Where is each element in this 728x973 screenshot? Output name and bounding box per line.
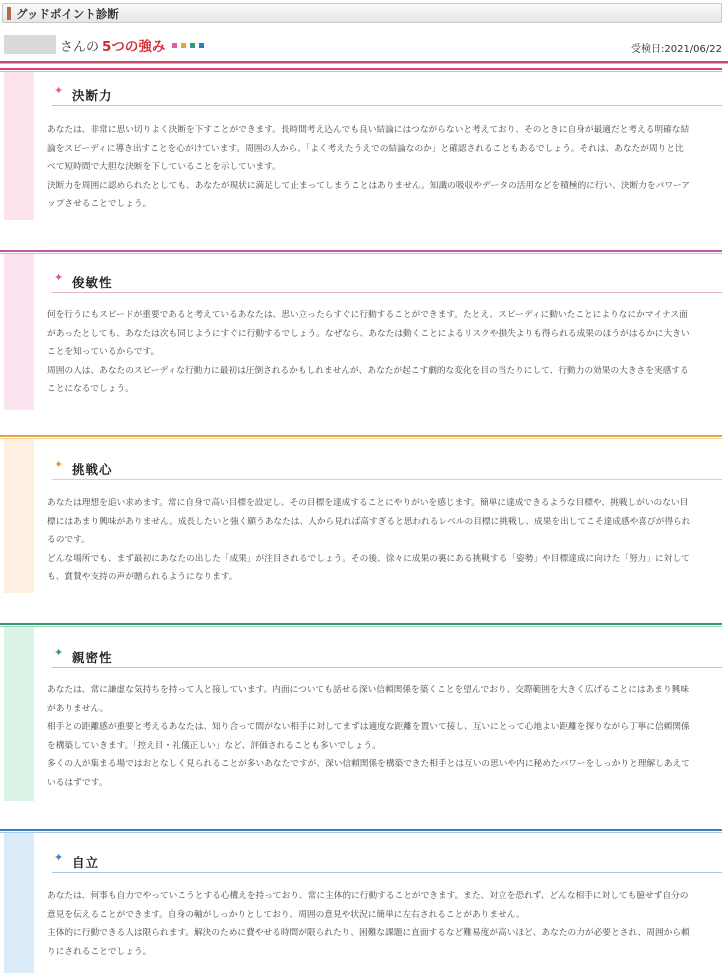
heading-underline xyxy=(52,105,722,106)
heading-underline xyxy=(52,292,722,293)
body-paragraph: 決断力を周囲に認められたとしても、あなたが現状に満足して止まってしまうことはありません。知識の吸収やデータの活用などを積極的に行い、決断力をパワーアップさせることでしょう。 xyxy=(47,180,690,209)
dot-1 xyxy=(172,43,177,48)
sparkle-icon: ✦ xyxy=(54,646,64,659)
page-header-bar xyxy=(2,3,722,23)
section-heading xyxy=(52,852,722,874)
section-title: 決断力 xyxy=(72,88,113,103)
sparkle-icon: ✦ xyxy=(54,84,64,97)
strength-section-decisiveness xyxy=(0,68,728,220)
dot-2 xyxy=(181,43,186,48)
body-paragraph: 周囲の人は、あなたのスピーディな行動力に最初は圧倒されるかもしれませんが、あなたが起こす劇的な変化を目の当たりにして、行動力の効果の大きさを実感することになるでしょう。 xyxy=(47,365,689,394)
body-paragraph: あなたは、常に謙虚な気持ちを持って人と接しています。内面についても話せる深い信頼関係を築くことを望んでおり、交際範囲を大きく広げることにはあまり興味がありません。 xyxy=(47,685,690,714)
body-paragraph: あなたは理想を追い求めます。常に自身で高い目標を設定し、その目標を達成することにやりがいを感じます。簡単に達成できるような目標や、挑戦しがいのない目標にはあまり興味がありません。成長したいと強く願うあなたは、人から見れば高すぎると思われるレベルの目標に挑戦し、成果を出してこそ達成感や喜びが得られるのです。 xyxy=(47,498,691,545)
dot-3 xyxy=(190,43,195,48)
section-body xyxy=(47,681,692,792)
strength-section-challenge xyxy=(0,435,728,593)
redacted-user-name xyxy=(4,35,56,54)
section-body xyxy=(47,494,692,587)
dot-4 xyxy=(199,43,204,48)
exam-date: 受検日:2021/06/22 xyxy=(630,44,722,55)
sparkle-icon: ✦ xyxy=(54,458,64,471)
sparkle-icon: ✦ xyxy=(54,851,64,864)
strength-section-agility xyxy=(0,250,728,410)
section-heading xyxy=(52,647,722,669)
body-paragraph: 多くの人が集まる場ではおとなしく見られることが多いあなたですが、深い信頼関係を構築できた相手とは互いの思いや内に秘めたパワーをしっかりと理解しあえているはずです。 xyxy=(47,759,690,788)
section-heading xyxy=(52,272,722,294)
page-title: グッドポイント診断 xyxy=(16,7,119,21)
header-accent-bar xyxy=(7,7,11,20)
strengths-title xyxy=(60,35,204,55)
section-title: 俊敏性 xyxy=(72,275,113,290)
section-heading xyxy=(52,459,722,481)
decorative-dots xyxy=(172,43,204,48)
body-paragraph: 主体的に行動できる人は限られます。解決のために費やせる時間が限られたり、困難な課題に直面するなど難易度が高いほど、あなたの力が必要とされ、周囲から頼りにされることでしょう。 xyxy=(47,928,690,957)
section-top-rule xyxy=(0,435,722,439)
section-side-band xyxy=(4,72,34,220)
result-header xyxy=(0,33,728,63)
header-divider xyxy=(0,61,728,64)
body-paragraph: どんな場所でも、まず最初にあなたの出した「成果」が注目されるでしょう。その後、徐々に成果の裏にある挑戦する「姿勢」や目標達成に向けた「努力」に対しても、賞賛や支持の声が贈られるようになります。 xyxy=(47,553,690,582)
heading-underline xyxy=(52,479,722,480)
heading-underline xyxy=(52,872,722,873)
section-title: 自立 xyxy=(72,855,100,870)
section-side-band xyxy=(4,254,34,410)
section-side-band xyxy=(4,833,34,973)
section-top-rule xyxy=(0,250,722,254)
sparkle-icon: ✦ xyxy=(54,271,64,284)
strength-section-intimacy xyxy=(0,623,728,801)
body-paragraph: あなたは、何事も自力でやっていこうとする心構えを持っており、常に主体的に行動することができます。また、対立を恐れず、どんな相手に対しても臆せず自分の意見を伝えることができます。自身の軸がしっかりとしており、周囲の意見や状況に簡単に左右されることがありません。 xyxy=(47,891,689,920)
section-body xyxy=(47,306,692,399)
section-top-rule xyxy=(0,829,722,833)
body-paragraph: 相手との距離感が重要と考えるあなたは、知り合って間がない相手に対してまずは適度な距離を置いて接し、互いにとって心地よい距離を探りながら丁寧に信頼関係を構築していきます。「控え目・礼儀正しい」など、評価されることも多いでしょう。 xyxy=(47,722,690,751)
section-title: 親密性 xyxy=(72,650,113,665)
section-side-band xyxy=(4,439,34,593)
section-heading xyxy=(52,85,722,107)
title-san: さんの xyxy=(60,39,100,55)
title-five-strengths: 5つの強み xyxy=(102,39,166,55)
section-title: 挑戦心 xyxy=(72,462,113,477)
strength-section-independence xyxy=(0,829,728,973)
section-body xyxy=(47,887,692,961)
section-side-band xyxy=(4,627,34,801)
section-top-rule xyxy=(0,623,722,627)
body-paragraph: 何を行うにもスピードが重要であると考えているあなたは、思い立ったらすぐに行動することができます。たとえ、スピーディに動いたことによりなにかマイナス面があったとしても、あなたは次も同じようにすぐに行動するでしょう。なぜなら、あなたは動くことによるリスクや損失よりも得られる成果のほうがはるかに大きいことを知っているからです。 xyxy=(47,310,690,357)
section-body xyxy=(47,121,692,214)
heading-underline xyxy=(52,667,722,668)
body-paragraph: あなたは、非常に思い切りよく決断を下すことができます。長時間考え込んでも良い結論にはつながらないと考えており、そのときに自身が最適だと考える明確な結論をスピーディに導き出すことを心がけています。周囲の人から、「よく考えたうえでの結論なのか」と確認されることもあるでしょう。それは、あなたが周りと比べて短時間で大胆な決断を下していることを示しています。 xyxy=(47,125,690,172)
section-top-rule xyxy=(0,68,722,72)
